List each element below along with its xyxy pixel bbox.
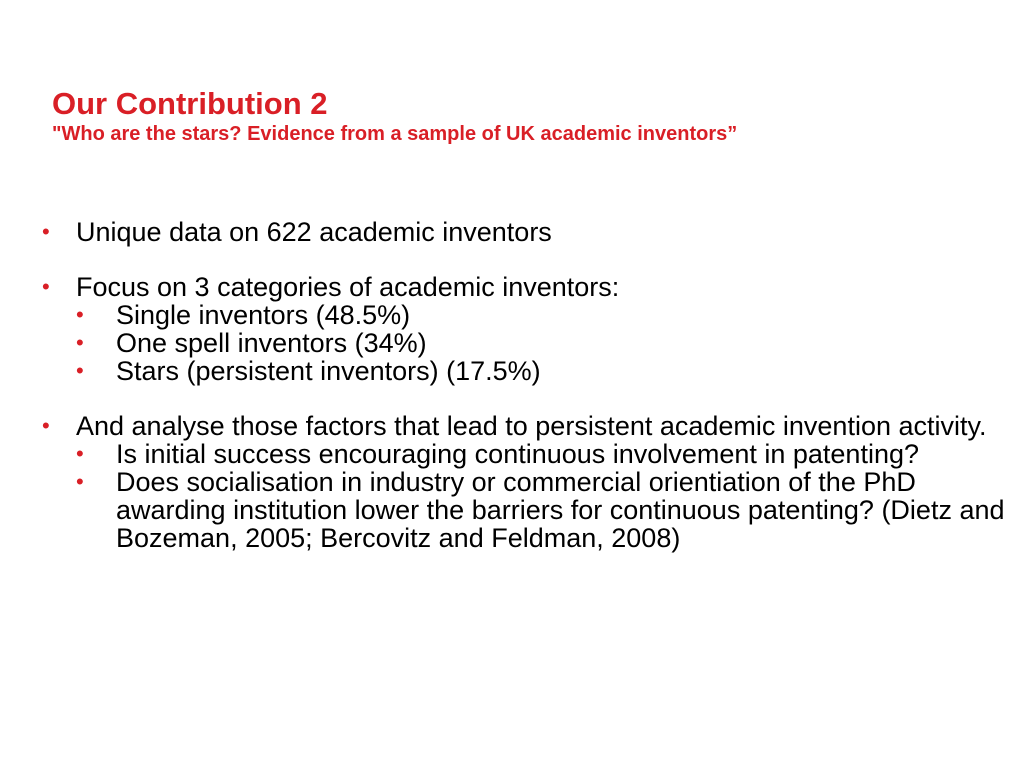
sub-bullet-list bbox=[76, 301, 1008, 385]
bullet-text: Unique data on 622 academic inventors bbox=[76, 217, 552, 247]
bullet-icon: • bbox=[42, 219, 50, 244]
bullet-icon: • bbox=[76, 358, 84, 383]
sub-bullet-item bbox=[76, 329, 1008, 357]
bullet-text: And analyse those factors that lead to persistent academic invention activity. bbox=[76, 411, 987, 441]
sub-bullet-item bbox=[76, 301, 1008, 329]
bullet-item-analysis bbox=[28, 412, 1008, 552]
bullet-item-categories bbox=[28, 273, 1008, 385]
bullet-text: Focus on 3 categories of academic inventors: bbox=[76, 272, 620, 302]
sub-bullet-text: Stars (persistent inventors) (17.5%) bbox=[116, 356, 541, 386]
bullet-icon: • bbox=[76, 469, 84, 494]
sub-bullet-text: Is initial success encouraging continuous involvement in patenting? bbox=[116, 439, 919, 469]
bullet-icon: • bbox=[76, 302, 84, 327]
slide-title: Our Contribution 2 bbox=[52, 86, 328, 121]
slide-subtitle: "Who are the stars? Evidence from a sample of UK academic inventors” bbox=[52, 123, 738, 145]
bullet-icon: • bbox=[76, 441, 84, 466]
sub-bullet-item bbox=[76, 440, 1008, 468]
bullet-icon: • bbox=[42, 413, 50, 438]
sub-bullet-text: One spell inventors (34%) bbox=[116, 328, 427, 358]
sub-bullet-text: Does socialisation in industry or commercial orientiation of the PhD awarding institution lower the barriers for continuous patenting? (Dietz and Bozeman, 2005; Bercovitz and Feldman, 2008) bbox=[116, 467, 1005, 553]
bullet-item-data bbox=[28, 218, 1008, 246]
sub-bullet-text: Single inventors (48.5%) bbox=[116, 300, 411, 330]
bullet-icon: • bbox=[42, 274, 50, 299]
sub-bullet-item bbox=[76, 357, 1008, 385]
sub-bullet-list bbox=[76, 440, 1008, 552]
sub-bullet-item bbox=[76, 468, 1008, 552]
bullet-list bbox=[28, 218, 1008, 552]
bullet-icon: • bbox=[76, 330, 84, 355]
